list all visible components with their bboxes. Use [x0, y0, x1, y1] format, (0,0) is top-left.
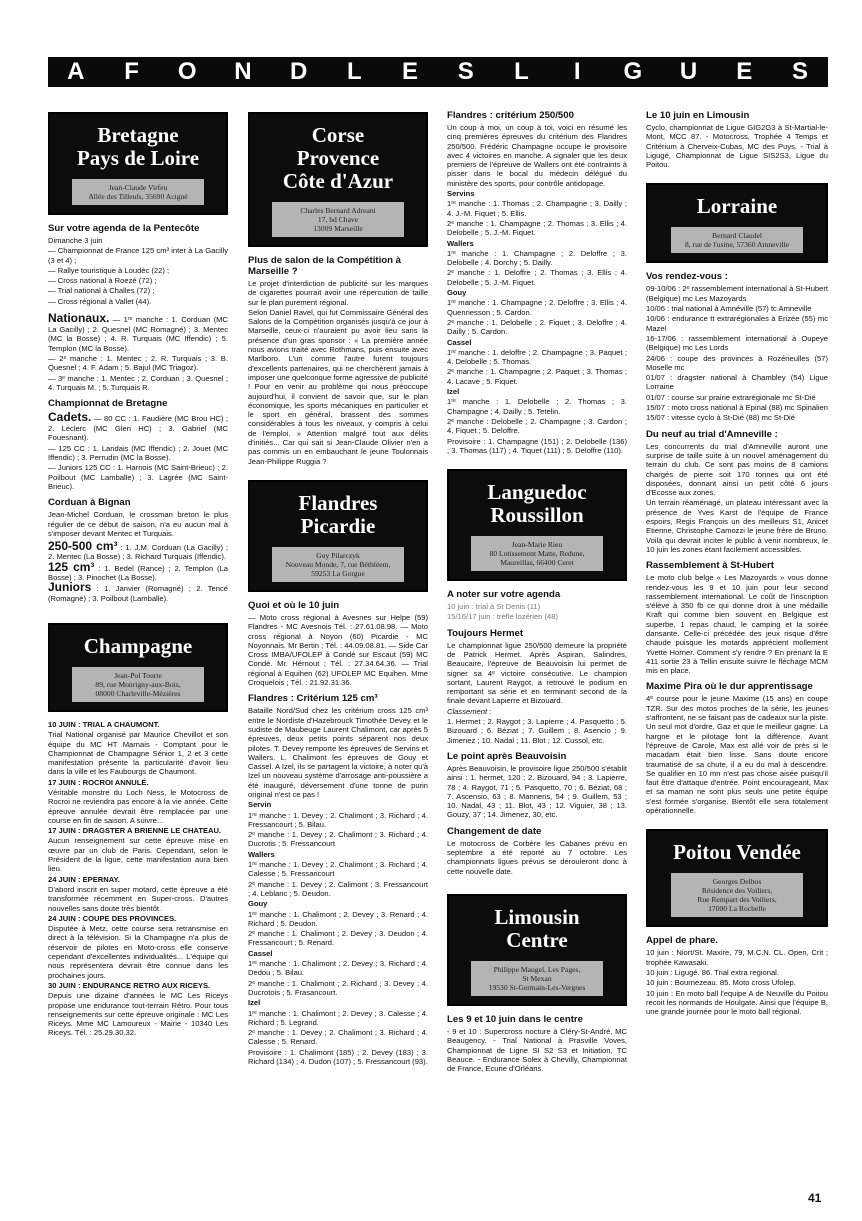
result-line: 2ᵉ manche : 1. Devey ; 2. Chalimont ; 3. Richard ; 4. Ducrotis ; 5. Fressancourt: [248, 830, 428, 849]
article-heading: Vos rendez-vous :: [646, 271, 728, 283]
region-title: Centre: [506, 927, 568, 952]
article-heading: Changement de date: [447, 825, 542, 837]
paragraph: — 2ᵉ manche : 1. Mentec ; 2. R. Turquais ; 3. B. Quesnel ; 4. F. Adam ; 5. Bajul (MC Triagoz).: [48, 353, 228, 373]
paragraph: Les concurrents du trial d'Amneville auront une surprise de taille suite à un nouvel aménagement du terrain du club. Ce sont pas moins de 8 camions chargés de pierre soit 170 tonnes qui ont été disposées, donnant ainsi un petit côté 6 jours d'Ecosse aux zones.: [646, 441, 828, 498]
result-line: Provisoire : 1. Champagne (151) ; 2. Delobelle (136) ; 3. Thomas (117) ; 4. Tiquet (111) ; 5. Deloffre (110).: [447, 436, 627, 455]
paragraph: - 9 et 10 : Supercross nocture à Cléry-St-André, MC Beaugency. - Trial National à Prasville Voves, Championnat de Ligne SI S2 S3 et Initiation, TC Beauce. - Endurance Solex à Chevilly, Championnat de France, Ecurie d'Orléans.: [447, 1026, 627, 1074]
contact-name: Charles Bernard Adreani: [300, 206, 376, 215]
result-line: Provisoire : 1. Chalimont (185) ; 2. Devey (183) ; 3. Richard (134) ; 4. Dudon (107) ; 5. Fressancourt (93).: [248, 1047, 428, 1066]
contact-name: Bernard Claudel: [712, 231, 762, 241]
result-line: 1ʳᵉ manche : 1. Chalimont ; 2. Devey ; 3. Renard ; 4. Richard ; 5. Deudon.: [248, 909, 428, 928]
banner-letter: S: [457, 58, 474, 85]
inline-label: 250-500 cm³: [48, 539, 118, 554]
result-place: Servins: [447, 189, 475, 199]
article-heading: Championnat de Bretagne: [48, 398, 168, 410]
contact-name: Jean-Pol Tourte: [114, 670, 162, 680]
text-line: 15/16/17 juin : trèfle lozérien (48): [447, 612, 559, 622]
region-title: Champagne: [83, 633, 193, 658]
paragraph: Aucun renseignement sur cette épreuve mise en œuvre par un club de Paris. Cependant, selon le Président de la ligue, cette manifestation aura bien lieu.: [48, 836, 228, 874]
region-title: Roussillon: [490, 503, 584, 528]
text-line: — Cross régional à Vallet (44).: [48, 296, 152, 306]
paragraph: D'abord inscrit en super motard, cette épreuve a été transformée récemment en Super-cross. D'autres nouvelles sans doute très bientôt.: [48, 884, 228, 913]
result-line: 2ᵉ manche : 1. Devey ; 2. Chalimont ; 3. Richard ; 4. Calesse ; 5. Renard.: [248, 1028, 428, 1047]
contact-address: Rue Rempart des Voiliers,: [697, 895, 777, 905]
article-heading: Toujours Hermet: [447, 627, 524, 639]
contact-name: Guy Pilarczyk: [316, 550, 360, 560]
contact-address: Résidence des Voiliers,: [701, 886, 773, 896]
region-contact: [72, 179, 203, 205]
result-line: 2ᵉ manche : 1. Champagne ; 2. Thomas ; 3. Ellis ; 4. Delobelle ; 5. J.-M. Fiquet.: [447, 218, 627, 238]
region-box-poitou: [646, 829, 828, 927]
text-line: 10 juin : trial à St Denis (11): [447, 602, 541, 612]
contact-address: 80 Lotissement Matte, Redune,: [489, 549, 585, 559]
paragraph: — 3ᵉ manche : 1. Mentec ; 2. Corduan ; 3. Quesnel ; 4. Turquais M. ; 5. Turquais R.: [48, 373, 228, 392]
result-place: Servin: [248, 800, 272, 810]
region-title: Lorraine: [696, 194, 778, 219]
article-heading: Le point après Beauvoisin: [447, 750, 567, 762]
region-contact: [272, 202, 403, 237]
result-line: 2ᵉ manche : Delobelle ; 2. Champagne ; 3. Cardon ; 4. Fiquet ; 5. Deloffre.: [447, 416, 627, 436]
result-line: 2ᵉ manche : 1. Deloffre ; 2. Thomas ; 3. Ellis ; 4. Delobelle ; 5. J.-M. Fiquet.: [447, 268, 627, 287]
contact-address: Maureillas, 66400 Ceret: [500, 558, 574, 568]
region-box-limousin: [447, 894, 627, 1006]
region-box-flandres: [248, 480, 428, 592]
banner-letter: A: [67, 58, 85, 85]
banner-letter: U: [679, 58, 698, 85]
contact-address: 59253 La Gorgue: [311, 568, 365, 578]
article-heading: Du neuf au trial d'Amneville :: [646, 428, 778, 440]
banner-letter: E: [736, 58, 753, 85]
result-line: 2ᵉ manche : 1. Chalimont ; 2. Devey ; 3. Deudon ; 4. Fressancourt ; 5. Renard.: [248, 929, 428, 948]
article-heading: Rassemblement à St-Hubert: [646, 560, 774, 572]
item-heading: 17 JUIN : DRAGSTER A BRIENNE LE CHATEAU.: [48, 826, 222, 836]
contact-address: 8, rue de l'usine, 57360 Amneville: [684, 240, 790, 250]
region-contact: [272, 547, 403, 582]
text-line: 15/07 : moto cross national à Epinal (88) mc Spinalien: [646, 403, 828, 413]
paragraph: Un coup à moi, un coup à toi, voici en résumé les cinq premières épreuves du critérium des Flandres 250/500. Frédéric Champagne occupe le provisoire avec 4 victoires en manche. A signaler que les deux premiers de l'épreuve de Wallers ont été contraints à pisser dans le bocal du médecin délégué du ministère des sports, pour contrôle antidopage.: [447, 123, 627, 188]
result-line: 1ʳᵉ manche : 1. Chalimont ; 2. Devey ; 3. Richard ; 4. Dedou ; 5. Bilau.: [248, 959, 428, 978]
paragraph: — Moto cross régional à Avesnes sur Helpe (59) Flandres - MC Avesnois Tél. : 27.61.08.98. — Moto cross régional à Noyon (60) Picardie - MC Noyonnais. Mr Bertin ; Tél. : 44.09.08.81. — Side Car Cross IMBA/UFOLEP à Condé sur Escaut (59) MC Condé. Mr. Hérnout ; Tél. : 27.34.64.36. — Trial régional à Equihen (62) UFOLEP MC Equihen. Mme Croquelois ; Tél. : 21.92.31.36.: [248, 612, 428, 688]
contact-address: 08000 Charleville-Mézières: [95, 688, 181, 698]
contact-name: Philippe Maugel, Les Pages,: [493, 964, 581, 974]
contact-address: 13009 Marseille: [313, 224, 363, 233]
article-heading: Plus de salon de la Compétition à Marseille ?: [248, 255, 401, 277]
banner-letter: E: [402, 58, 419, 85]
contact-address: Allée des Tilleuls, 35690 Acigné: [88, 192, 188, 201]
inline-text: — 1ʳᵉ manche : 1. Corduan (MC La Gacilly) ; 2. Quesnel (MC Romagné) ; 3. Mentec (MC la Bosse) ; 4. R. Turquais (MC Iffendic) ; 5. Templon (MC la Bosse).: [48, 315, 228, 353]
text-line: 15/07 : vitesse cyclo à St-Dié (88) mc St-Dié: [646, 413, 795, 423]
inline-label: Classement :: [447, 706, 492, 716]
banner-letter: L: [347, 58, 362, 85]
item-heading: 30 JUIN : ENDURANCE RETRO AUX RICEYS.: [48, 980, 211, 990]
paragraph: Trial National organisé par Maurice Chevillot et son équipe du MC HT Marnais - Comptant pour le Championnat de Champagne Sénior 1, 2 et 3 cette manifestation présente la particularité d'avoir lieu dans la ville et les Faubourgs de Chaumont.: [48, 730, 228, 777]
paragraph: Le moto club belge « Les Mazoyards » vous donne rendez-vous les 9 et 10 juin pour leur second rassemblement international. Le coût de l'inscription s'élève à 350 fb ce qui donne droit à une médaille Kraft qui comme bien souvent en Belgique est superbe, 1 repas chaud, le camping et la soirée dansante. Celle-ci précédée des jeux risque d'être chaude puisque les motards apprécient mollement Yvette Horner. Comment s'y rendre ? En prenant la E 411 sortie 23 à Tellin ensuite suivre le fléchage MCM mis en place.: [646, 573, 828, 676]
champagne-agenda: [48, 720, 228, 1038]
paragraph: — Juniors 125 CC : 1. Harnois (MC Saint-Brieuc) ; 2. Poilbout (MC Lamballe) ; 3. Lagrée (MC Saint-Brieuc).: [48, 463, 228, 491]
region-box-lorraine: [646, 183, 828, 263]
banner-letter: N: [234, 58, 252, 85]
contact-address: Nouveau Monde, 7, rue Béthléem,: [285, 559, 391, 569]
banner-letter: L: [514, 58, 529, 85]
result-place: Gouy: [248, 899, 268, 909]
text-line: — Trial national à Challes (72) ;: [48, 286, 155, 296]
banner-letter: F: [124, 58, 139, 85]
region-contact: [671, 227, 804, 253]
page-number: 41: [808, 1191, 822, 1205]
article-heading: Sur votre agenda de la Pentecôte: [48, 223, 200, 234]
region-box-champagne: [48, 623, 228, 712]
text-line: 10 juin : En moto ball l'equipe A de Neuville du Poitou recoit les normands de Houlgate. Ainsi que l'équipe B, une grande journée pour le moto ball régional.: [646, 988, 828, 1017]
banner-letter: S: [791, 58, 808, 85]
result-place: Cassel: [248, 948, 273, 958]
paragraph: Véritable monstre du Loch Ness, le Motocross de Rocroi ne reviendra pas encore à la vie année. Cette épreuve annulée devrait être remplacée par une course en fin de saison. A suivre...: [48, 787, 228, 825]
result-line: 1ʳᵉ manche : 1. Champagne ; 2. Deloffre ; 3. Delobelle ; 4. Dorchy ; 5. Dailly.: [447, 248, 627, 268]
paragraph: Depuis une dizaine d'années le MC Les Riceys propose une endurance tout-terrain Rétro. Pour tous renseignements sur cette épreuve originale : MC Les Riceys. Mme MC Lamoureux - Mairie - 10340 Les Riceys. Tél. : 25.29.30.32.: [48, 991, 228, 1038]
result-place: Gouy: [447, 288, 467, 298]
text-line: 10/06 : endurance tt extrarégionales à Erizée (55) mc Mazel: [646, 314, 828, 333]
region-title: Poitou Vendée: [673, 840, 801, 865]
paragraph: — 125 CC : 1. Landais (MC Iffendic) ; 2. Jouet (MC Iffendic) ; 3. Perrudin (MC la Bosse).: [48, 443, 228, 463]
article-heading: Corduan à Bignan: [48, 497, 131, 509]
result-line: 1ʳᵉ manche : 1. Delobelle ; 2. Thomas ; 3. Champagne ; 4. Dailly ; 5. Tetelin.: [447, 397, 627, 416]
paragraph: Le motocross de Corbère les Cabanes prévu en septembre a été reporté au 7 octobre. Les championnats ligues prévus se dérouleront donc à cette nouvelle date.: [447, 838, 627, 876]
region-box-languedoc: [447, 469, 627, 581]
text-line: 24/06 : coupe des provinces à Rozérieulles (57) Moselle mc: [646, 353, 828, 372]
text-line: 01/07 : course sur prairie extrarégionale mc St-Dié: [646, 392, 816, 402]
article-heading: Quoi et où le 10 juin: [248, 599, 340, 611]
result-place: Cassel: [447, 337, 472, 347]
paragraph: [48, 411, 228, 443]
paragraph: Cyclo, championnat de Ligue GIG2G3 à St-Martial-le-Mont, MCC 87. - Motocross, Trophée 4 Temps et Critérium à Cherveix-Cubas, MC des Puys. - Trial à Ligugé, Championnat de Ligue SIS2S3, Ligue du Poitou.: [646, 123, 828, 170]
result-line: 2ᵉ manche : 1. Devey ; 2. Calimont ; 3. Fressancourt ; 4. Leblanc ; 5. Deudon.: [248, 879, 428, 898]
article-heading: Maxime Pira où le dur apprentissage: [646, 681, 813, 693]
paragraph: Jean-Michel Corduan, le crossman breton le plus régulier de ce début de saison, n'a eu aucun mal à s'imposer devant Mentec et Turquais.: [48, 510, 228, 538]
paragraph: Après Beauvoisin, le provisoire ligue 250/500 s'établit ainsi : 1. hermet, 120 ; 2. Bizouard, 94 ; 3. Lapierre, 78 ; 4. Raygot, 71 ; 5. Pasquetto, 70 ; 6. Béziat, 68 ; 7. Ascensio, 63 ; 8. Mannens, 54 ; 9. Guillem, 53 ; 10. Nadal, 43 ; 11. Blot, 43 ; 12. Viguier, 38 ; 13. Gouzy, 37 ; 14. Jimenez, 30, etc.: [447, 763, 627, 820]
region-box-bretagne: [48, 112, 228, 215]
paragraph: Bataille Nord/Sud chez les critérium cross 125 cm³ entre le Nordiste d'Hazebrouck Timothée Devey et le sudiste de Maubeuge Laurent Chalimont, car après 5 épreuves, deux petits points séparent nos deux pilotes. T. Devey remporte les épreuves de Servins et Wallers. L. Chalimont les épreuves de Gouy et Cassel. A Izel, ils se partagent la victoire, à noter qu'à Izel un nouveau système d'arrosage anti-poussière a été inauguré, déversement d'une tonne de purin original n'est ce pas !: [248, 706, 428, 799]
banner-letter: O: [177, 58, 197, 85]
paragraph: Un terrain réaménagé, un plateau intéressant avec la présence de Yves Karst de l'équipe de France espoirs, Regis François un des meilleurs S1, Anicet Etienne, Christophe Camozzi le jeune frère de Bruno. Voilà qui devrait inciter le public à venir nombreux, le 10 juin les zones étant facilement accessibles.: [646, 498, 828, 554]
text-line: 10 juin : Bournezeau. 85. Moto cross Ufolep.: [646, 978, 796, 988]
text-line: 10 juin : Niort/St. Maxire, 79, M.C.N. CL. Open, Crit ; trophée Kawasaki.: [646, 948, 828, 967]
paragraph: 1. Hermet ; 2. Raygot ; 3. Lapierre ; 4. Pasquetto ; 5. Bizouard ; 6. Béziat ; 7. Guillem ; 8. Asencio ; 9. Jimenez ; 10. Nadal ; 11. Blot ; 12. Cussol, etc.: [447, 717, 627, 745]
inline-text: : 1. Bedel (Rance) ; 2. Templon (La Bosse) ; 3. Pinochet (La Bosse).: [48, 563, 228, 583]
column-1: [48, 102, 228, 1039]
banner-letter: G: [623, 58, 643, 85]
text-line: — Championnat de France 125 cm³ inter à La Gacilly (3 et 4) ;: [48, 246, 228, 265]
result-place: Wallers: [248, 849, 275, 859]
paragraph: Disputée à Metz, cette course sera retransmise en direct à la télévision. Si la Champagne n'a plus de réservoir de pilotes en Moto-cross elle conserve cependant d'excellentes individualités... L'équipe qui nous représentera devrait être connue dans les prochaines jours.: [48, 924, 228, 980]
region-contact: [471, 961, 602, 996]
region-contact: [72, 667, 203, 702]
region-title: Bretagne: [97, 123, 179, 147]
contact-address: 19530 St-Germain-Les-Vergnes: [488, 982, 586, 992]
contact-address: 17000 La Rochelle: [708, 904, 766, 914]
text-line: 10 juin : Ligugé. 86. Trial extra regional.: [646, 967, 779, 977]
article-heading: Le 10 juin en Limousin: [646, 110, 750, 121]
contact-address: 17, bd Chave: [317, 215, 359, 224]
region-title: Flandres: [298, 490, 378, 515]
result-line: 1ʳᵉ manche : 1. Champagne ; 2. Deloffre ; 3. Ellis ; 4. Quennesson ; 5. Cardon.: [447, 298, 627, 317]
text-line: 01/07 : dragster national à Chambley (54) Ligue Lorraine: [646, 373, 828, 392]
region-title: Languedoc: [487, 480, 587, 505]
item-heading: 10 JUIN : TRIAL A CHAUMONT.: [48, 719, 160, 729]
contact-address: 89, rue Monrigny-aux-Bois,: [95, 679, 181, 689]
inline-label: 125 cm³: [48, 559, 95, 574]
region-title: Pays de Loire: [76, 146, 200, 170]
region-contact: [671, 873, 804, 917]
result-place: Izel: [447, 387, 460, 397]
text-line: Dimanche 3 juin: [48, 236, 103, 245]
text-line: 09-10/06 : 2ᵉ rassemblement international à St-Hubert (Belgique) mc Les Mazoyards: [646, 284, 828, 303]
result-line: 1ʳᵉ manche : 1. Thomas ; 2. Champagne ; 3. Dailly ; 4. J.-M. Fiquet ; 5. Ellis.: [447, 199, 627, 218]
region-title: Provence: [296, 146, 380, 170]
contact-name: Jean-Claude Virfeu: [108, 183, 168, 192]
region-title: Limousin: [494, 904, 580, 929]
paragraph: [48, 580, 228, 603]
text-line: — Cross national à Roezé (72) ;: [48, 276, 157, 286]
column-4: [646, 102, 828, 1017]
result-line: 1ʳᵉ manche : 1. Chalimont ; 2. Devey ; 3. Calesse ; 4. Richard ; 5. Legrand.: [248, 1008, 428, 1027]
result-place: Wallers: [447, 238, 474, 248]
banner-letter: D: [289, 58, 308, 85]
result-line: 1ʳᵉ manche : 1. Devey ; 2. Chalimont ; 3. Richard ; 4. Calesse ; 5. Fressancourt: [248, 860, 428, 879]
item-heading: 24 JUIN : COUPE DES PROVINCES.: [48, 913, 177, 923]
paragraph: Le championnat ligue 250/500 demeure la propriété de Patrick Hermet. Après Aspiran, Salindres, Beaucaire, l'épreuve de Beauvoisin lui permet de signer sa 4ᵉ victoire consécutive. Le champion sortant, Laurent Raygot, a retrouvé le podium en remportant sa série et en terminant second de la finale devant Lapierre et Bizouard.: [447, 640, 627, 706]
region-title: Corse: [311, 123, 365, 147]
inline-text: : 1. Janvier (Romagné) ; 2. Tencé (Romagné) ; 3. Poilbout (Lamballe).: [48, 584, 228, 603]
item-heading: 17 JUIN : ROCROI ANNULÉ.: [48, 777, 149, 787]
paragraph: [447, 707, 627, 716]
paragraph: [48, 312, 228, 353]
result-place: Izel: [248, 998, 261, 1008]
article-heading: Flandres : critérium 250/500: [447, 110, 574, 121]
article-heading: Les 9 et 10 juin dans le centre: [447, 1013, 583, 1025]
text-line: 10/06 : trial national à Amnéville (57) tc Amneville: [646, 304, 812, 314]
article-heading: A noter sur votre agenda: [447, 589, 561, 601]
article-heading: Appel de phare.: [646, 935, 718, 947]
inline-text: : 1. J.M. Corduan (La Gacilly) ; 2. Mentec (La Bosse) ; 3. Richard Turquais (Iffendic).: [48, 543, 228, 562]
result-line: 2ᵉ manche : 1. Champagne ; 2. Paquet ; 3. Thomas ; 4. Lacave ; 5. Fiquet.: [447, 367, 627, 386]
section-banner: [48, 57, 828, 87]
inline-label: Juniors: [48, 580, 92, 595]
contact-name: Jean-Marie Rieu: [511, 540, 563, 550]
region-title: Picardie: [300, 513, 376, 538]
region-title: Côte d'Azur: [282, 169, 394, 193]
item-heading: 24 JUIN : EPERNAY.: [48, 874, 120, 884]
column-3: [447, 102, 627, 1074]
paragraph: 4ᵉ course pour le jeune Maxime (15 ans) en coupe TZR. Sur des motos proches de la série, les jeunes s'affrontent, ne se faisant pas de cadeaux sur la piste. Un seul mot d'ordre, Gaz et que le meilleur gagne. La hargne et le pilotage font la différence. Avant l'épreuve de Carole, Max est allé voir de près si le macadam était bien lisse. Sans doute encore traumatisé de sa chute, il a eu du mal à descendre. Se qualifier en 10 mn n'est pas chose aisée puisqu'il faut être d'attaque d'entrée. Point encourageant, Max et sa maman ne sont plus seuls une petite équipe s'est formée s'organise. Bientôt elle sera totalement opérationnelle.: [646, 694, 828, 816]
contact-name: Georges Delbos: [712, 877, 762, 887]
inline-label: Cadets.: [48, 410, 92, 425]
region-box-corse: [248, 112, 428, 247]
result-line: 1ʳᵉ manche : 1. deloffre ; 2. Champagne ; 3. Paquet ; 4. Delobelle ; 5. Thomas.: [447, 347, 627, 367]
result-line: 1ʳᵉ manche : 1. Devey ; 2. Chalimont ; 3. Richard ; 4. Fressancourt ; 5. Bilau.: [248, 810, 428, 829]
paragraph: Selon Daniel Ravel, qui fut Commissaire Général des Salons de la Compétition organisés jusqu'à ce jour à Marseille, ceux-ci n'auraient pu avoir lieu sans la présence d'un gras sponsor : « La première année nous avions traité avec Rothmans, puis ensuite avec Marlboro. L'un comme l'autre furent toujours d'excellents partenaires, qui ne cherchèrent jamais à imposer une quelconque forme agressive de publicité ! Pour en venir au problème qui nous préoccupe aujourd'hui, il convient de savoir que, sur le plan économique, les sports mécaniques en particulier et le sport en général, brassent des sommes considérables à tous les niveaux, y compris à celui de l'emploi. » Attention malgré tout aux délits d'initiés... Car qui sait si Jean-Claude Olivier n'en a pas commis un en embauchant le jeune Toulonnais Jean-Philippe Ruggia ?: [248, 307, 428, 466]
banner-letter: I: [573, 58, 581, 85]
contact-address: St Mexan: [522, 973, 552, 983]
inline-label: Nationaux.: [48, 311, 110, 326]
result-line: 2ᵉ manche : 1. Delobelle ; 2. Fiquet ; 3. Deloffre ; 4. Dailly ; 5. Cardon.: [447, 317, 627, 337]
column-2: [248, 102, 428, 1067]
inline-text: — 80 CC : 1. Faudière (MC Brou HC) ; 2. Leclerc (MC Glen HC) ; 3. Gabriel (MC Fouesnant).: [48, 414, 228, 443]
paragraph: Le projet d'interdiction de publicité sur les marques de cigarettes pourrait avoir une répercution de taille sur le plan purement régional.: [248, 279, 428, 307]
article-heading: Flandres : Critérium 125 cm³: [248, 693, 378, 705]
result-line: 2ᵉ manche : 1. Chalimont ; 2. Richard ; 3. Devey ; 4. Ducrotois ; 5. Frasancourt.: [248, 978, 428, 997]
region-contact: [471, 536, 602, 571]
text-line: 16-17/06 : rassemblement international à Oupeye (Belgique) mc Les Lords: [646, 333, 828, 353]
text-line: — Rallye touristique à Loudéc (22) ;: [48, 265, 170, 275]
